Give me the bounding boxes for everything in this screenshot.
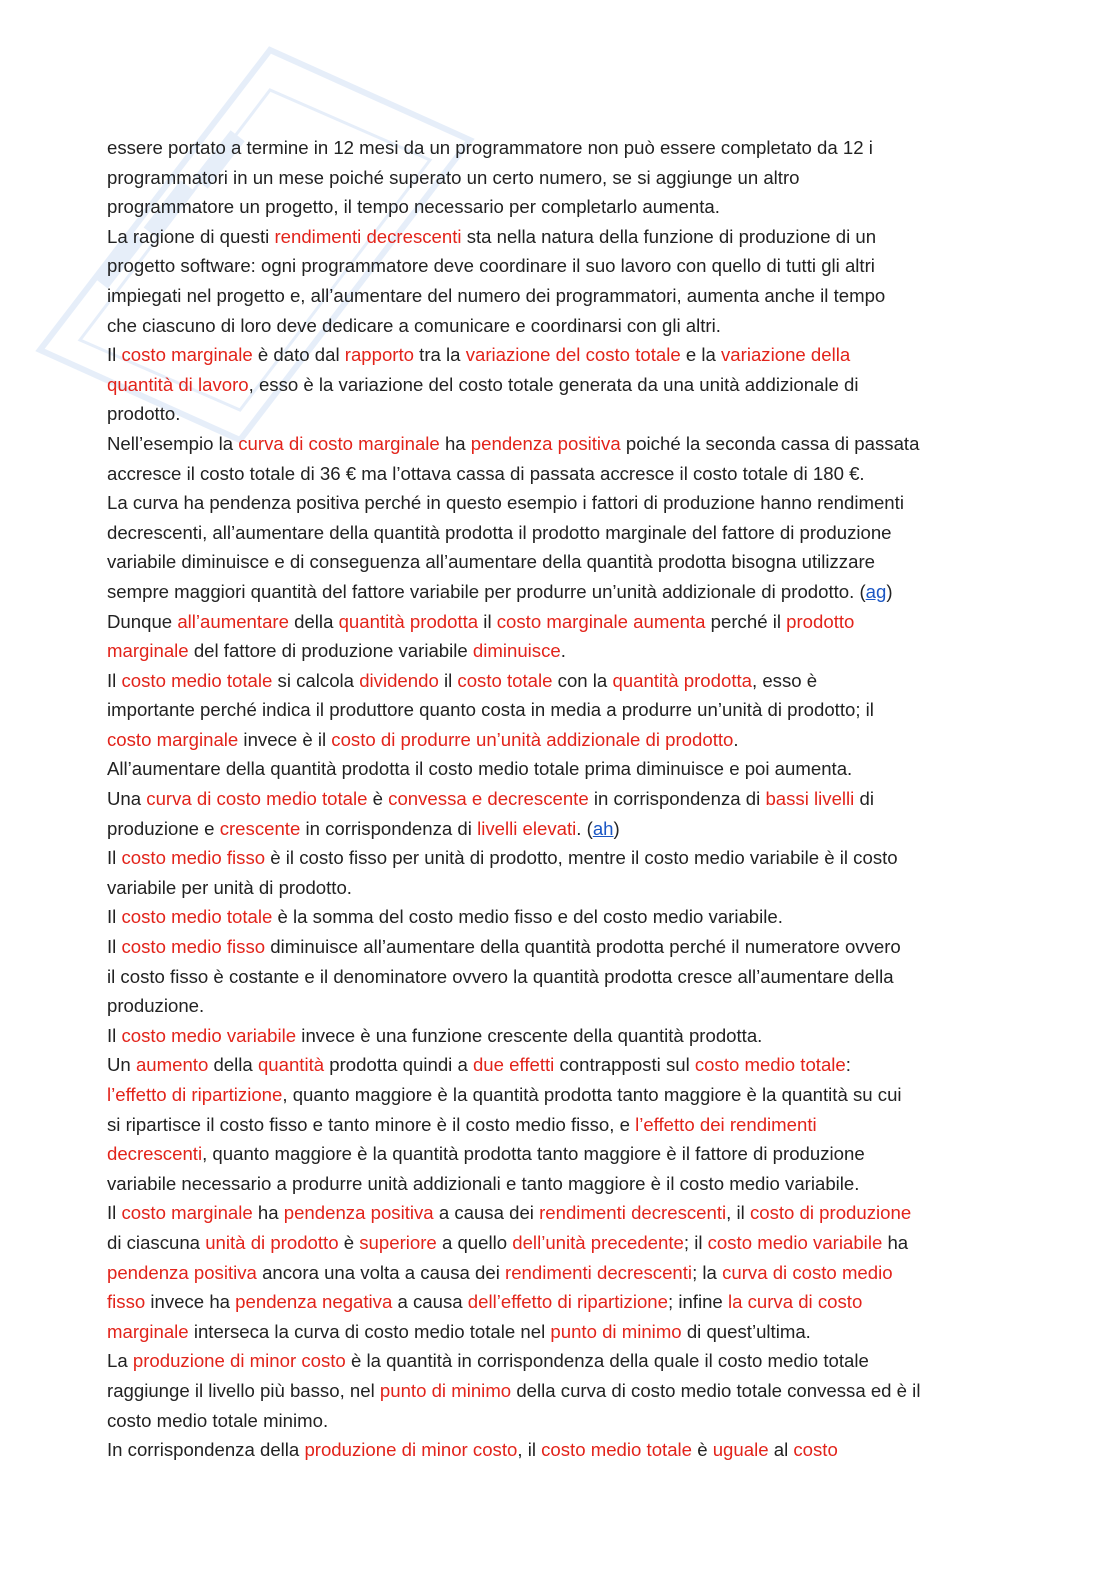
- text-span: , quanto maggiore è la quantità prodotta tanto maggiore è la quantità su cui: [282, 1084, 902, 1105]
- text-span: il: [438, 669, 458, 691]
- text-line: [107, 666, 1012, 696]
- highlighted-term: costo: [793, 1439, 838, 1461]
- footnote-link[interactable]: ah: [592, 817, 614, 839]
- text-span: con la: [552, 669, 613, 691]
- text-span: è la somma del costo medio fisso e del costo medio variabile.: [272, 906, 783, 928]
- text-span: in corrispondenza di: [588, 788, 766, 810]
- text-span: All’aumentare della quantità prodotta il costo medio totale prima diminuisce e poi aumenta.: [107, 758, 853, 780]
- text-span: si ripartisce il costo fisso e tanto minore è il costo medio fisso, e: [107, 1113, 636, 1135]
- highlighted-term: all’aumentare: [177, 610, 289, 632]
- text-span: poiché la seconda cassa di passata: [620, 432, 920, 454]
- text-span: essere portato a termine in 12 mesi da un programmatore non può essere completato da 12 i: [107, 137, 873, 158]
- text-span: raggiunge il livello più basso, nel: [107, 1379, 380, 1401]
- highlighted-term: l’effetto dei rendimenti: [635, 1113, 817, 1135]
- highlighted-term: due effetti: [472, 1054, 555, 1076]
- text-line: [107, 192, 1012, 222]
- text-line: [107, 725, 1012, 755]
- highlighted-term: costo marginale: [121, 1202, 253, 1224]
- text-span: Il: [107, 669, 122, 691]
- text-span: ancora una volta a causa dei: [256, 1261, 505, 1283]
- highlighted-term: convessa e decrescente: [388, 788, 589, 810]
- text-span: di: [854, 788, 874, 810]
- document-body: [107, 133, 1012, 1465]
- text-line: [107, 518, 1012, 548]
- text-span: , esso è: [752, 669, 818, 691]
- text-line: [107, 488, 1012, 518]
- text-span: La ragione di questi: [107, 225, 275, 247]
- highlighted-term: marginale: [107, 1320, 189, 1342]
- highlighted-term: rendimenti decrescenti: [274, 225, 462, 247]
- text-span: prodotta quindi a: [324, 1054, 473, 1076]
- highlighted-term: pendenza positiva: [107, 1261, 257, 1283]
- highlighted-term: costo medio totale: [121, 906, 273, 928]
- text-span: sta nella natura della funzione di produzione di un: [461, 225, 877, 247]
- text-span: importante perché indica il produttore quanto costa in media a produrre un’unità di prodotto; il: [107, 699, 874, 721]
- text-span: prodotto.: [107, 403, 181, 425]
- text-span: della: [208, 1054, 258, 1076]
- highlighted-term: costo medio totale: [694, 1054, 846, 1076]
- text-span: programmatori in un mese poiché superato un certo numero, se si aggiunge un altro: [107, 166, 800, 188]
- text-span: invece è una funzione crescente della quantità prodotta.: [296, 1024, 763, 1046]
- text-line: [107, 577, 1012, 607]
- text-line: [107, 1080, 1012, 1110]
- text-line: [107, 843, 1012, 873]
- text-span: Nell’esempio la: [107, 432, 239, 454]
- text-span: in corrispondenza di: [300, 817, 478, 839]
- highlighted-term: pendenza negativa: [235, 1291, 393, 1313]
- text-span: produzione e: [107, 817, 220, 839]
- highlighted-term: costo medio totale: [541, 1439, 693, 1461]
- text-line: [107, 1258, 1012, 1288]
- text-line: [107, 754, 1012, 784]
- text-line: [107, 932, 1012, 962]
- text-line: [107, 1346, 1012, 1376]
- text-span: Il: [107, 344, 122, 366]
- highlighted-term: costo medio fisso: [121, 936, 266, 958]
- highlighted-term: bassi livelli: [765, 788, 855, 810]
- text-span: ; infine: [667, 1291, 728, 1313]
- text-span: a causa dei: [433, 1202, 540, 1224]
- text-span: , esso è la variazione del costo totale generata da una unità addizionale di: [248, 373, 859, 395]
- text-line: [107, 311, 1012, 341]
- text-span: al: [768, 1439, 794, 1461]
- text-span: accresce il costo totale di 36 € ma l’ottava cassa di passata accresce il costo totale di 180 €.: [107, 462, 865, 484]
- highlighted-term: costo medio totale: [121, 669, 273, 691]
- text-span: Dunque: [107, 610, 178, 632]
- text-span: sempre maggiori quantità del fattore variabile per produrre un’unità addizionale di prodotto. (: [107, 580, 866, 602]
- text-line: [107, 370, 1012, 400]
- footnote-link[interactable]: ag: [865, 580, 887, 602]
- text-span: diminuisce all’aumentare della quantità prodotta perché il numeratore ovvero: [265, 936, 901, 958]
- text-span: del fattore di produzione variabile: [188, 640, 473, 662]
- text-span: ha: [882, 1231, 909, 1253]
- highlighted-term: costo medio fisso: [121, 847, 266, 869]
- text-span: che ciascuno di loro deve dedicare a comunicare e coordinarsi con gli altri.: [107, 314, 721, 336]
- text-span: , il: [726, 1202, 750, 1224]
- text-span: La curva ha pendenza positiva perché in questo esempio i fattori di produzione hanno rendimenti: [107, 492, 904, 514]
- text-span: Il: [107, 847, 122, 869]
- highlighted-term: produzione di minor costo: [132, 1350, 346, 1372]
- text-span: variabile necessario a produrre unità addizionali e tanto maggiore è il costo medio variabile.: [107, 1172, 860, 1194]
- highlighted-term: rapporto: [344, 344, 415, 366]
- text-span: . (: [576, 817, 593, 839]
- highlighted-term: decrescenti: [107, 1143, 203, 1165]
- text-span: Il: [107, 906, 122, 928]
- highlighted-term: variazione del costo totale: [465, 344, 681, 366]
- text-span: produzione.: [107, 995, 205, 1017]
- highlighted-term: costo marginale: [107, 728, 239, 750]
- text-line: [107, 636, 1012, 666]
- text-span: si calcola: [272, 669, 360, 691]
- highlighted-term: rendimenti decrescenti: [505, 1261, 693, 1283]
- text-span: programmatore un progetto, il tempo necessario per completarlo aumenta.: [107, 196, 720, 218]
- text-span: è il costo fisso per unità di prodotto, mentre il costo medio variabile è il costo: [265, 847, 898, 869]
- text-span: invece ha: [145, 1291, 236, 1313]
- highlighted-term: punto di minimo: [550, 1320, 682, 1342]
- highlighted-term: produzione di minor costo: [304, 1439, 518, 1461]
- highlighted-term: punto di minimo: [379, 1379, 512, 1401]
- text-line: [107, 607, 1012, 637]
- text-line: [107, 1198, 1012, 1228]
- text-line: [107, 163, 1012, 193]
- text-line: [107, 1228, 1012, 1258]
- highlighted-term: crescente: [219, 817, 301, 839]
- text-span: è dato dal: [252, 344, 345, 366]
- text-span: Una: [107, 788, 147, 810]
- highlighted-term: costo marginale aumenta: [496, 610, 706, 632]
- highlighted-term: quantità: [257, 1054, 325, 1076]
- highlighted-term: diminuisce: [472, 640, 561, 662]
- text-line: [107, 1021, 1012, 1051]
- highlighted-term: prodotto: [786, 610, 855, 632]
- highlighted-term: livelli elevati: [477, 817, 577, 839]
- highlighted-term: quantità prodotta: [338, 610, 479, 632]
- text-span: costo medio totale minimo.: [107, 1409, 329, 1431]
- text-span: interseca la curva di costo medio totale nel: [188, 1320, 551, 1342]
- text-line: [107, 1317, 1012, 1347]
- text-span: il: [478, 610, 497, 632]
- highlighted-term: pendenza positiva: [470, 432, 621, 454]
- highlighted-term: curva di costo medio totale: [146, 788, 368, 810]
- text-span: , quanto maggiore è la quantità prodotta tanto maggiore è il fattore di produzione: [202, 1143, 865, 1165]
- highlighted-term: pendenza positiva: [283, 1202, 434, 1224]
- text-span: a causa: [392, 1291, 468, 1313]
- highlighted-term: variazione della: [721, 344, 851, 366]
- text-span: decrescenti, all’aumentare della quantità prodotta il prodotto marginale del fattore di produzione: [107, 521, 892, 543]
- text-line: [107, 399, 1012, 429]
- text-span: contrapposti sul: [554, 1054, 695, 1076]
- text-line: [107, 962, 1012, 992]
- text-span: .: [733, 728, 739, 750]
- text-span: di quest’ultima.: [681, 1320, 811, 1342]
- highlighted-term: rendimenti decrescenti: [539, 1202, 727, 1224]
- text-span: perché il: [705, 610, 787, 632]
- text-span: della curva di costo medio totale convessa ed è il: [511, 1379, 921, 1401]
- text-line: [107, 1050, 1012, 1080]
- text-line: [107, 133, 1012, 163]
- highlighted-term: dell’effetto di ripartizione: [467, 1291, 668, 1313]
- text-span: è la quantità in corrispondenza della quale il costo medio totale: [345, 1350, 869, 1372]
- text-line: [107, 1110, 1012, 1140]
- text-span: di ciascuna: [107, 1231, 206, 1253]
- text-span: Il: [107, 1024, 122, 1046]
- text-span: :: [845, 1054, 851, 1076]
- highlighted-term: quantità prodotta: [612, 669, 752, 691]
- text-span: ): [886, 580, 893, 602]
- text-span: ; il: [683, 1231, 708, 1253]
- text-line: [107, 340, 1012, 370]
- text-line: [107, 547, 1012, 577]
- text-span: Un: [107, 1054, 136, 1076]
- text-span: della: [288, 610, 339, 632]
- highlighted-term: costo marginale: [121, 344, 253, 366]
- highlighted-term: aumento: [135, 1054, 209, 1076]
- text-span: tra la: [414, 344, 466, 366]
- text-line: [107, 991, 1012, 1021]
- text-line: [107, 1139, 1012, 1169]
- text-span: La: [107, 1350, 133, 1372]
- highlighted-term: curva di costo marginale: [238, 432, 440, 454]
- text-span: Il: [107, 1202, 122, 1224]
- highlighted-term: unità di prodotto: [205, 1231, 339, 1253]
- text-span: variabile per unità di prodotto.: [107, 876, 352, 898]
- text-span: il costo fisso è costante e il denominatore ovvero la quantità prodotta cresce all’aumentare della: [107, 965, 894, 987]
- text-span: variabile diminuisce e di conseguenza all’aumentare della quantità prodotta bisogna utilizzare: [107, 551, 875, 573]
- text-span: a quello: [436, 1231, 513, 1253]
- text-span: è: [692, 1439, 713, 1461]
- highlighted-term: l’effetto di ripartizione: [107, 1084, 283, 1105]
- text-span: .: [560, 640, 566, 662]
- text-span: e la: [680, 344, 721, 366]
- highlighted-term: superiore: [359, 1231, 437, 1253]
- text-span: è: [338, 1231, 360, 1253]
- text-span: ha: [439, 432, 471, 454]
- highlighted-term: costo totale: [457, 669, 553, 691]
- highlighted-term: dell’unità precedente: [512, 1231, 684, 1253]
- text-span: In corrispondenza della: [107, 1439, 305, 1461]
- highlighted-term: dividendo: [359, 669, 439, 691]
- text-line: [107, 459, 1012, 489]
- text-line: [107, 251, 1012, 281]
- text-line: [107, 1376, 1012, 1406]
- highlighted-term: marginale: [107, 640, 189, 662]
- highlighted-term: costo medio variabile: [707, 1231, 883, 1253]
- text-span: ; la: [692, 1261, 723, 1283]
- text-line: [107, 902, 1012, 932]
- highlighted-term: costo di produrre un’unità addizionale di prodotto: [331, 728, 734, 750]
- text-line: [107, 695, 1012, 725]
- highlighted-term: fisso: [107, 1291, 146, 1313]
- text-span: ha: [252, 1202, 284, 1224]
- text-span: , il: [517, 1439, 542, 1461]
- highlighted-term: uguale: [712, 1439, 769, 1461]
- text-line: [107, 429, 1012, 459]
- text-line: [107, 1287, 1012, 1317]
- text-line: [107, 873, 1012, 903]
- text-span: ): [613, 817, 620, 839]
- highlighted-term: la curva di costo: [727, 1291, 863, 1313]
- text-span: impiegati nel progetto e, all’aumentare del numero dei programmatori, aumenta anche il tempo: [107, 284, 886, 306]
- text-span: invece è il: [238, 728, 332, 750]
- text-line: [107, 814, 1012, 844]
- highlighted-term: costo di produzione: [749, 1202, 912, 1224]
- text-span: Il: [107, 936, 122, 958]
- text-line: [107, 1406, 1012, 1436]
- text-line: [107, 281, 1012, 311]
- text-span: progetto software: ogni programmatore deve coordinare il suo lavoro con quello di tutti gli altri: [107, 255, 875, 277]
- highlighted-term: curva di costo medio: [722, 1261, 893, 1283]
- text-line: [107, 1169, 1012, 1199]
- text-line: [107, 222, 1012, 252]
- text-line: [107, 784, 1012, 814]
- text-line: [107, 1435, 1012, 1465]
- highlighted-term: costo medio variabile: [121, 1024, 297, 1046]
- highlighted-term: quantità di lavoro: [107, 373, 249, 395]
- text-span: è: [367, 788, 389, 810]
